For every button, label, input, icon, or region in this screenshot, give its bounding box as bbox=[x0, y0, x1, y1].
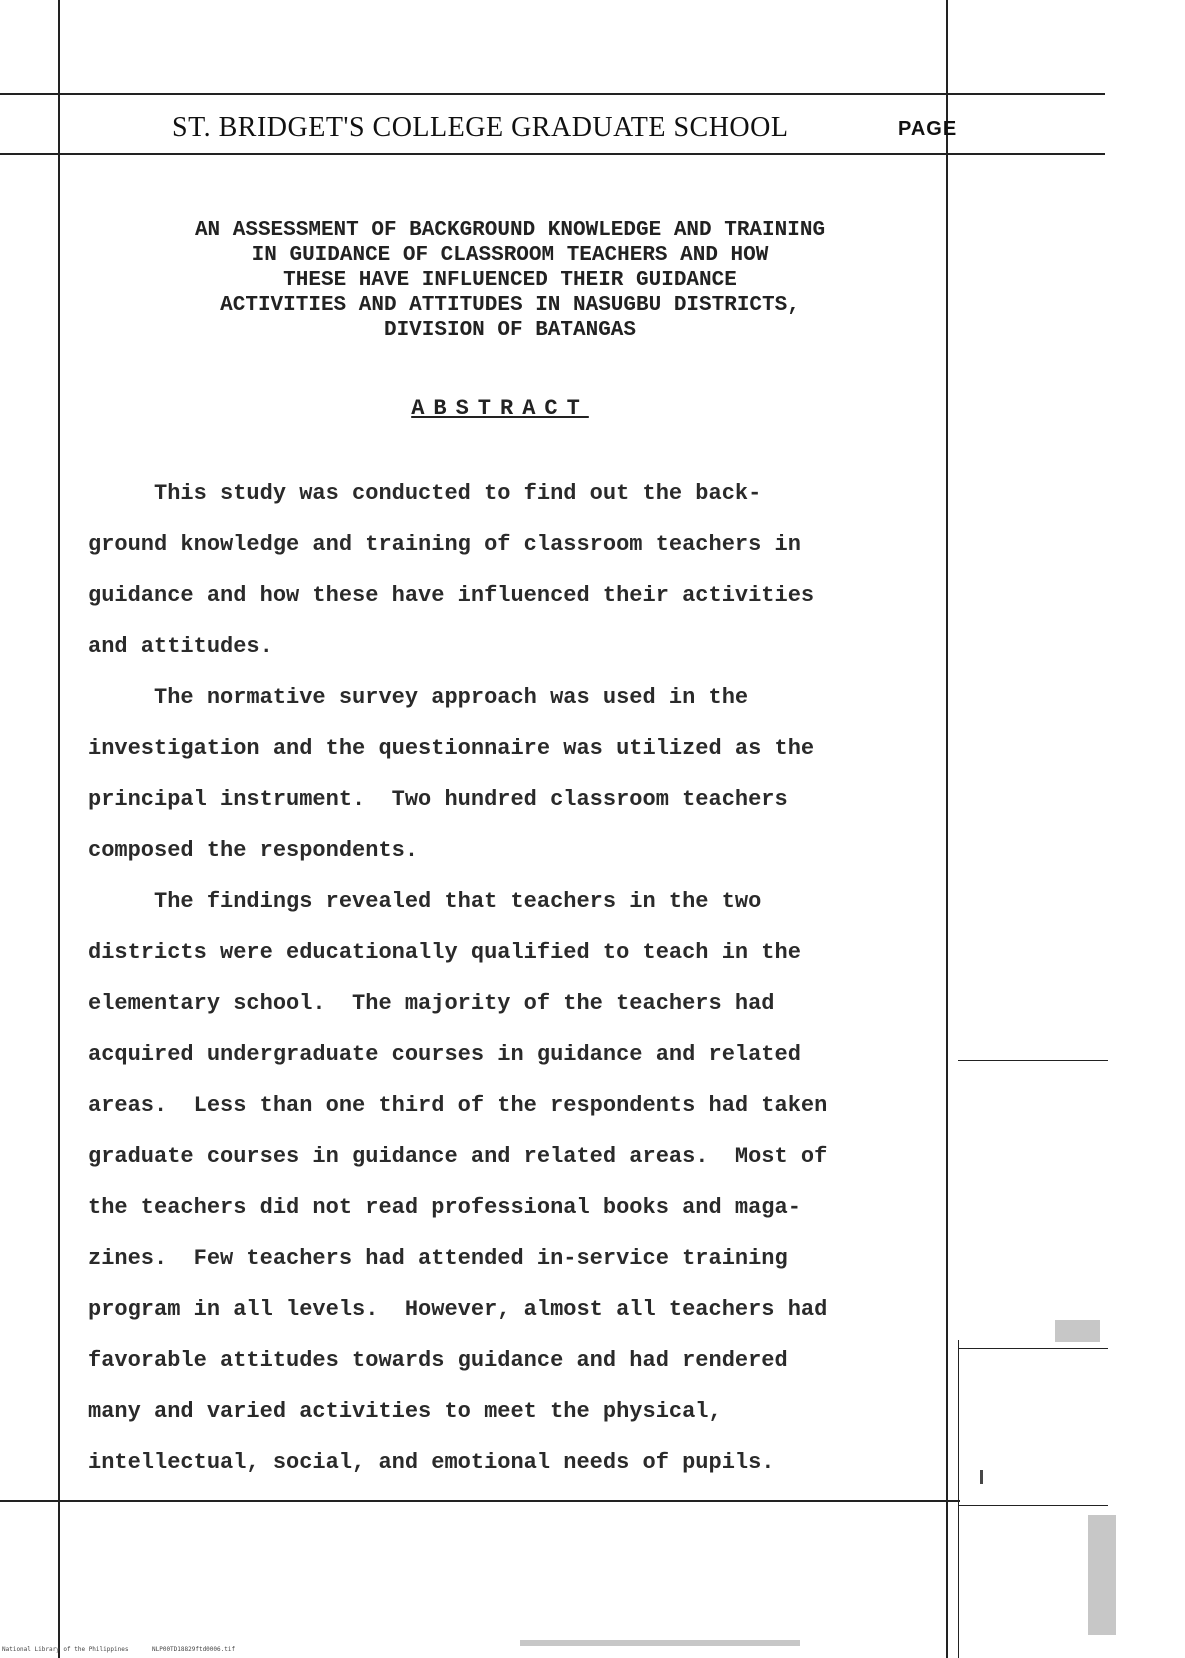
scan-smudge bbox=[520, 1640, 800, 1646]
thesis-title-line: AN ASSESSMENT OF BACKGROUND KNOWLEDGE AND TRAINING bbox=[194, 219, 826, 242]
abstract-line: program in all levels. However, almost all teachers had bbox=[88, 1297, 828, 1322]
abstract-line: districts were educationally qualified to teach in the bbox=[88, 940, 801, 965]
right-strip-rule-3 bbox=[958, 1505, 1108, 1506]
school-header-title: ST. BRIDGET'S COLLEGE GRADUATE SCHOOL bbox=[172, 112, 789, 143]
abstract-line: investigation and the questionnaire was utilized as the bbox=[88, 736, 815, 761]
abstract-line: acquired undergraduate courses in guidance and related bbox=[88, 1042, 801, 1067]
thesis-title-line: ACTIVITIES AND ATTITUDES IN NASUGBU DISTRICTS, bbox=[220, 294, 800, 317]
thesis-title-line: DIVISION OF BATANGAS bbox=[383, 319, 637, 342]
abstract-line: the teachers did not read professional books and maga- bbox=[88, 1195, 801, 1220]
scan-smudge bbox=[980, 1470, 983, 1484]
thesis-title bbox=[90, 218, 930, 343]
bottom-header-rule bbox=[0, 153, 1105, 155]
thesis-title-line: THESE HAVE INFLUENCED THEIR GUIDANCE bbox=[283, 269, 737, 292]
right-strip-rule-2 bbox=[958, 1348, 1108, 1349]
abstract-line: intellectual, social, and emotional needs of pupils. bbox=[88, 1450, 775, 1475]
abstract-line: ground knowledge and training of classroom teachers in bbox=[88, 532, 801, 557]
abstract-line: principal instrument. Two hundred classroom teachers bbox=[88, 787, 788, 812]
abstract-line: guidance and how these have influenced their activities bbox=[88, 583, 815, 608]
abstract-line: many and varied activities to meet the physical, bbox=[88, 1399, 722, 1424]
top-header-rule bbox=[0, 93, 1105, 95]
abstract-line: and attitudes. bbox=[88, 634, 273, 659]
library-credit: National Library of the Philippines bbox=[2, 1646, 129, 1653]
scan-smudge bbox=[1055, 1320, 1100, 1342]
abstract-line: zines. Few teachers had attended in-service training bbox=[88, 1246, 788, 1271]
abstract-line: The normative survey approach was used in the bbox=[88, 685, 749, 710]
abstract-line: elementary school. The majority of the teachers had bbox=[88, 991, 775, 1016]
right-strip-rule-1 bbox=[958, 1060, 1108, 1061]
scan-smudge bbox=[1088, 1515, 1116, 1635]
abstract-line: The findings revealed that teachers in the two bbox=[88, 889, 762, 914]
page-label: PAGE bbox=[898, 118, 958, 140]
abstract-line: favorable attitudes towards guidance and had rendered bbox=[88, 1348, 788, 1373]
abstract-heading: ABSTRACT bbox=[411, 396, 589, 421]
abstract-line: This study was conducted to find out the back- bbox=[88, 481, 762, 506]
thesis-title-line: IN GUIDANCE OF CLASSROOM TEACHERS AND HOW bbox=[251, 244, 769, 267]
left-margin-rule bbox=[58, 0, 60, 1658]
abstract-line: areas. Less than one third of the respondents had taken bbox=[88, 1093, 828, 1118]
abstract-line: graduate courses in guidance and related areas. Most of bbox=[88, 1144, 828, 1169]
abstract-body bbox=[88, 468, 968, 1488]
abstract-line: composed the respondents. bbox=[88, 838, 419, 863]
scan-filename: NLP00TD18829ftd0006.tif bbox=[152, 1646, 236, 1653]
footer-rule bbox=[0, 1500, 960, 1502]
